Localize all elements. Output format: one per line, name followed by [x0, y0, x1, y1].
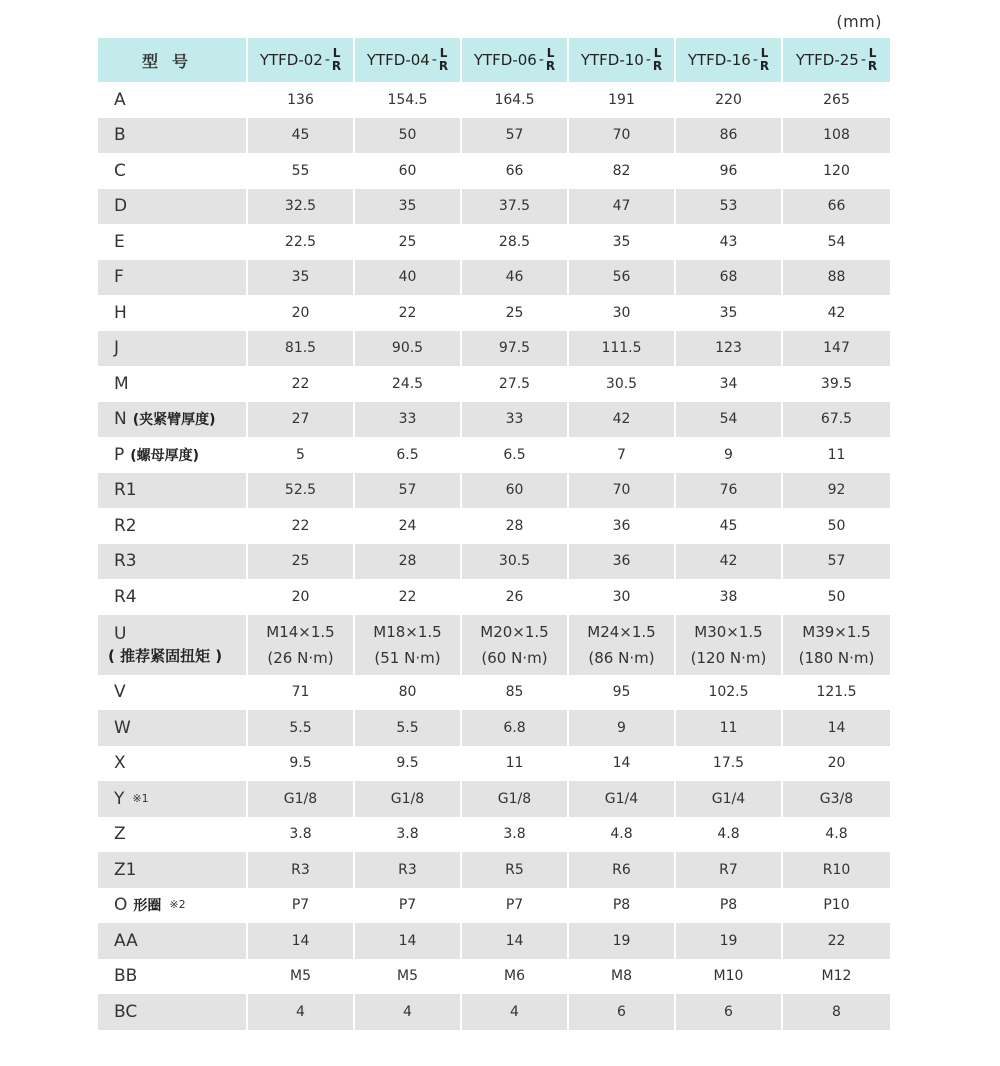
table-row [98, 615, 890, 675]
value-cell: 6.5 [462, 437, 569, 473]
value-cell: 6.5 [355, 437, 462, 473]
value-cell: 33 [462, 402, 569, 438]
row-label [98, 118, 248, 154]
value-cell: M12 [821, 968, 852, 985]
value-cell: 54 [676, 402, 783, 438]
value-cell: 88 [783, 260, 890, 296]
value-cell: P7 [248, 888, 355, 924]
value-cell: 28.5 [462, 224, 569, 260]
value-cell: 11 [462, 746, 569, 782]
suffix-left: L [439, 46, 448, 60]
value-cell: 82 [569, 153, 676, 189]
row-label [98, 710, 248, 746]
dimension-code: W [114, 717, 131, 738]
value-cell: 5.5 [355, 710, 462, 746]
suffix-right: R [652, 59, 663, 73]
value-cell: 34 [676, 366, 783, 402]
suffix-dash: - [324, 52, 330, 68]
value-cell: 43 [676, 224, 783, 260]
value-cell [462, 615, 569, 675]
table-row [98, 923, 890, 959]
value-cell: 4 [462, 994, 569, 1030]
model-column-header [462, 38, 569, 82]
value-cell: 57 [783, 544, 890, 580]
dimension-code: R1 [114, 480, 137, 501]
value-cell: G1/8 [462, 781, 569, 817]
torque-value: (60 N·m) [481, 648, 548, 667]
value-cell: 7 [569, 437, 676, 473]
dimension-code: E [114, 231, 125, 252]
value-cell: 6 [676, 994, 783, 1030]
lr-suffix [325, 47, 341, 73]
value-cell: 40 [355, 260, 462, 296]
value-cell: 5.5 [248, 710, 355, 746]
value-cell: 20 [248, 579, 355, 615]
value-cell: 8 [783, 994, 890, 1030]
table-row [98, 437, 890, 473]
model-header-label: 型号 [98, 38, 248, 82]
torque-value: (51 N·m) [374, 648, 441, 667]
value-cell: 60 [355, 153, 462, 189]
row-label [98, 544, 248, 580]
table-row [98, 746, 890, 782]
value-cell: 50 [827, 588, 846, 605]
value-cell: 26 [462, 579, 569, 615]
suffix-left: L [332, 46, 341, 60]
value-cell: 24 [355, 508, 462, 544]
value-cell: 22 [248, 508, 355, 544]
row-label [98, 615, 248, 675]
value-cell: M8 [569, 959, 676, 995]
dimension-code: O [114, 895, 128, 916]
value-cell: 68 [676, 260, 783, 296]
row-label [98, 366, 248, 402]
model-column-header [676, 38, 783, 82]
dimension-code: B [114, 125, 126, 146]
dimension-code: N [114, 409, 127, 430]
table-row [98, 224, 890, 260]
torque-value: (26 N·m) [267, 648, 334, 667]
value-cell: P7 [355, 888, 462, 924]
dimension-note: 形圈 [133, 898, 162, 915]
value-cell: R3 [355, 852, 462, 888]
value-cell [783, 615, 890, 675]
value-cell: M10 [676, 959, 783, 995]
table-row [98, 402, 890, 438]
value-cell: R10 [783, 852, 890, 888]
row-label [98, 153, 248, 189]
value-cell: 6 [569, 994, 676, 1030]
value-cell: G1/4 [569, 781, 676, 817]
value-cell: 22.5 [248, 224, 355, 260]
value-cell: 81.5 [248, 331, 355, 367]
unit-label: (mm) [836, 12, 882, 31]
suffix-dash: - [752, 52, 758, 68]
row-label [98, 82, 248, 118]
dimension-code: A [114, 89, 126, 110]
model-name: YTFD-10 [580, 51, 644, 69]
table-row [98, 959, 890, 995]
value-cell: 25 [248, 544, 355, 580]
value-cell: 33 [355, 402, 462, 438]
value-cell: 14 [462, 923, 569, 959]
suffix-right: R [545, 59, 556, 73]
dimension-code: BB [114, 966, 138, 987]
row-label [98, 781, 248, 817]
table-row [98, 189, 890, 225]
table-row [98, 295, 890, 331]
table-row [98, 994, 890, 1030]
dimension-code: Y [114, 788, 125, 809]
value-cell: 9.5 [248, 746, 355, 782]
lr-suffix [861, 47, 877, 73]
value-cell [248, 615, 355, 675]
value-cell: 35 [355, 189, 462, 225]
torque-value: (180 N·m) [798, 648, 875, 667]
row-label [98, 959, 248, 995]
header-row [98, 38, 890, 82]
row-label [98, 260, 248, 296]
suffix-dash: - [645, 52, 651, 68]
suffix-right: R [867, 59, 878, 73]
value-cell: 102.5 [676, 675, 783, 711]
value-cell: 66 [462, 153, 569, 189]
value-cell: 67.5 [783, 402, 890, 438]
value-cell: 121.5 [816, 684, 857, 701]
value-cell: 66 [783, 189, 890, 225]
value-cell: 36 [569, 544, 676, 580]
thread-size: M14×1.5 [266, 622, 335, 641]
value-cell: 20 [827, 755, 846, 772]
table-row [98, 781, 890, 817]
value-cell: 24.5 [355, 366, 462, 402]
value-cell [676, 615, 783, 675]
value-cell: G1/8 [355, 781, 462, 817]
thread-size: M18×1.5 [373, 622, 442, 641]
value-cell: 50 [827, 517, 846, 534]
value-cell: R7 [676, 852, 783, 888]
suffix-left: L [546, 46, 555, 60]
value-cell: 71 [248, 675, 355, 711]
value-cell: M5 [355, 959, 462, 995]
value-cell: 20 [248, 295, 355, 331]
value-cell: 54 [827, 233, 846, 250]
lr-suffix [539, 47, 555, 73]
value-cell: 42 [569, 402, 676, 438]
model-column-header [248, 38, 355, 82]
suffix-left: L [760, 46, 769, 60]
row-label [98, 579, 248, 615]
value-cell: 55 [248, 153, 355, 189]
row-label [98, 189, 248, 225]
value-cell: M5 [248, 959, 355, 995]
value-cell: 45 [248, 118, 355, 154]
model-name: YTFD-16 [687, 51, 751, 69]
table-header [98, 38, 890, 82]
suffix-left: L [653, 46, 662, 60]
value-cell: 9 [676, 437, 783, 473]
value-cell: 27 [248, 402, 355, 438]
suffix-dash: - [538, 52, 544, 68]
model-name: YTFD-25 [795, 51, 859, 69]
row-label [98, 224, 248, 260]
value-cell: 53 [676, 189, 783, 225]
value-cell: 57 [462, 118, 569, 154]
thread-size: M24×1.5 [587, 622, 656, 641]
value-cell: 14 [783, 710, 890, 746]
value-cell: 36 [569, 508, 676, 544]
dimension-code: Z1 [114, 859, 137, 880]
value-cell: 3.8 [248, 817, 355, 853]
value-cell: 136 [248, 82, 355, 118]
dimension-code: D [114, 196, 128, 217]
value-cell: 265 [823, 91, 850, 108]
suffix-right: R [331, 59, 342, 73]
value-cell: P7 [462, 888, 569, 924]
table-row [98, 153, 890, 189]
value-cell: 164.5 [462, 82, 569, 118]
value-cell: 39.5 [820, 375, 853, 392]
row-label [98, 437, 248, 473]
value-cell: 6.8 [462, 710, 569, 746]
value-cell [355, 615, 462, 675]
value-cell: R6 [569, 852, 676, 888]
model-column-header [355, 38, 462, 82]
value-cell: 57 [355, 473, 462, 509]
value-cell: P8 [569, 888, 676, 924]
dimension-code: F [114, 267, 124, 288]
dimension-code: H [114, 302, 127, 323]
table-row [98, 675, 890, 711]
value-cell: 95 [569, 675, 676, 711]
suffix-right: R [438, 59, 449, 73]
value-cell: 35 [676, 295, 783, 331]
value-cell: 42 [676, 544, 783, 580]
dimension-code: J [114, 338, 120, 359]
value-cell: 70 [569, 118, 676, 154]
model-column-header [783, 38, 890, 82]
value-cell: 22 [248, 366, 355, 402]
dimension-note: (螺母厚度) [130, 447, 200, 464]
suffix-left: L [868, 46, 877, 60]
value-cell: 96 [676, 153, 783, 189]
value-cell: G1/8 [248, 781, 355, 817]
value-cell: 56 [569, 260, 676, 296]
value-cell: 14 [248, 923, 355, 959]
dimension-code: V [114, 682, 126, 703]
table-row [98, 366, 890, 402]
dimension-code: AA [114, 930, 138, 951]
dimension-code: R2 [114, 515, 137, 536]
value-cell: 76 [676, 473, 783, 509]
value-cell: 30 [569, 579, 676, 615]
value-cell: 120 [823, 162, 850, 179]
row-label [98, 473, 248, 509]
value-cell: 46 [462, 260, 569, 296]
value-cell: R5 [462, 852, 569, 888]
row-label [98, 675, 248, 711]
value-cell: 35 [248, 260, 355, 296]
table-row [98, 118, 890, 154]
row-label [98, 817, 248, 853]
value-cell: 70 [569, 473, 676, 509]
model-name: YTFD-02 [259, 51, 323, 69]
lr-suffix [646, 47, 662, 73]
value-cell: 80 [355, 675, 462, 711]
value-cell: 35 [569, 224, 676, 260]
value-cell: 9.5 [355, 746, 462, 782]
value-cell: 90.5 [355, 331, 462, 367]
value-cell: P8 [676, 888, 783, 924]
dimension-note: (夹紧臂厚度) [132, 412, 216, 429]
value-cell: 22 [783, 923, 890, 959]
lr-suffix [432, 47, 448, 73]
lr-suffix [753, 47, 769, 73]
value-cell: 3.8 [355, 817, 462, 853]
dimension-code: U [114, 623, 127, 644]
value-cell: 38 [676, 579, 783, 615]
value-cell: 11 [676, 710, 783, 746]
row-label [98, 508, 248, 544]
value-cell: 14 [355, 923, 462, 959]
row-label [98, 923, 248, 959]
value-cell: R3 [248, 852, 355, 888]
footnote-mark: ※1 [132, 791, 149, 805]
value-cell: 3.8 [462, 817, 569, 853]
value-cell: 5 [248, 437, 355, 473]
row-label [98, 746, 248, 782]
suffix-right: R [759, 59, 770, 73]
dimension-code: Z [114, 824, 126, 845]
table-row [98, 817, 890, 853]
torque-value: (120 N·m) [690, 648, 767, 667]
value-cell: 220 [676, 82, 783, 118]
value-cell: 47 [569, 189, 676, 225]
value-cell: 92 [783, 473, 890, 509]
value-cell: 42 [827, 304, 846, 321]
table-row [98, 331, 890, 367]
model-name: YTFD-04 [366, 51, 430, 69]
value-cell: P10 [823, 897, 850, 914]
value-cell: 4.8 [569, 817, 676, 853]
row-label [98, 331, 248, 367]
value-cell: 30.5 [462, 544, 569, 580]
torque-value: (86 N·m) [588, 648, 655, 667]
value-cell: 4 [248, 994, 355, 1030]
value-cell: M6 [462, 959, 569, 995]
value-cell: 4 [355, 994, 462, 1030]
footnote-mark: ※2 [169, 898, 186, 912]
value-cell: 22 [355, 295, 462, 331]
table-row [98, 260, 890, 296]
value-cell: 60 [462, 473, 569, 509]
value-cell: 14 [569, 746, 676, 782]
table-row [98, 579, 890, 615]
value-cell: 17.5 [676, 746, 783, 782]
value-cell: G3/8 [783, 781, 890, 817]
table-row [98, 82, 890, 118]
value-cell: 28 [462, 508, 569, 544]
value-cell: 4.8 [676, 817, 783, 853]
value-cell: 30.5 [569, 366, 676, 402]
value-cell: 45 [676, 508, 783, 544]
row-label [98, 888, 248, 924]
value-cell: 154.5 [355, 82, 462, 118]
dimension-note: ( 推荐紧固扭矩 ) [108, 646, 223, 665]
table-row [98, 852, 890, 888]
value-cell: 27.5 [462, 366, 569, 402]
value-cell: 191 [569, 82, 676, 118]
value-cell: 123 [676, 331, 783, 367]
table-row [98, 473, 890, 509]
row-label [98, 994, 248, 1030]
value-cell: 85 [462, 675, 569, 711]
row-label [98, 852, 248, 888]
dimension-code: M [114, 373, 129, 394]
table-row [98, 544, 890, 580]
value-cell: 25 [355, 224, 462, 260]
value-cell: 52.5 [248, 473, 355, 509]
value-cell: 4.8 [825, 826, 848, 843]
value-cell: 97.5 [462, 331, 569, 367]
model-name: YTFD-06 [473, 51, 537, 69]
suffix-dash: - [431, 52, 437, 68]
value-cell: 11 [827, 446, 846, 463]
table-body [98, 82, 890, 1030]
value-cell: 9 [569, 710, 676, 746]
value-cell: G1/4 [676, 781, 783, 817]
table-row [98, 888, 890, 924]
value-cell [569, 615, 676, 675]
thread-size: M20×1.5 [480, 622, 549, 641]
row-label [98, 402, 248, 438]
value-cell: 86 [676, 118, 783, 154]
dimension-code: X [114, 753, 126, 774]
value-cell: 111.5 [569, 331, 676, 367]
model-column-header [569, 38, 676, 82]
value-cell: 108 [783, 118, 890, 154]
value-cell: 147 [783, 331, 890, 367]
value-cell: 22 [355, 579, 462, 615]
value-cell: 30 [569, 295, 676, 331]
suffix-dash: - [860, 52, 866, 68]
value-cell: 32.5 [248, 189, 355, 225]
table-row [98, 710, 890, 746]
row-label [98, 295, 248, 331]
value-cell: 37.5 [462, 189, 569, 225]
dimension-code: P [114, 444, 125, 465]
dimension-code: BC [114, 1001, 138, 1022]
dimension-code: R3 [114, 551, 137, 572]
value-cell: 28 [355, 544, 462, 580]
table-row [98, 508, 890, 544]
value-cell: 50 [355, 118, 462, 154]
thread-size: M30×1.5 [694, 622, 763, 641]
value-cell: 19 [569, 923, 676, 959]
value-cell: 19 [676, 923, 783, 959]
value-cell: 25 [462, 295, 569, 331]
spec-table [98, 38, 890, 1030]
dimension-code: R4 [114, 586, 137, 607]
dimension-code: C [114, 160, 126, 181]
thread-size: M39×1.5 [802, 622, 871, 641]
